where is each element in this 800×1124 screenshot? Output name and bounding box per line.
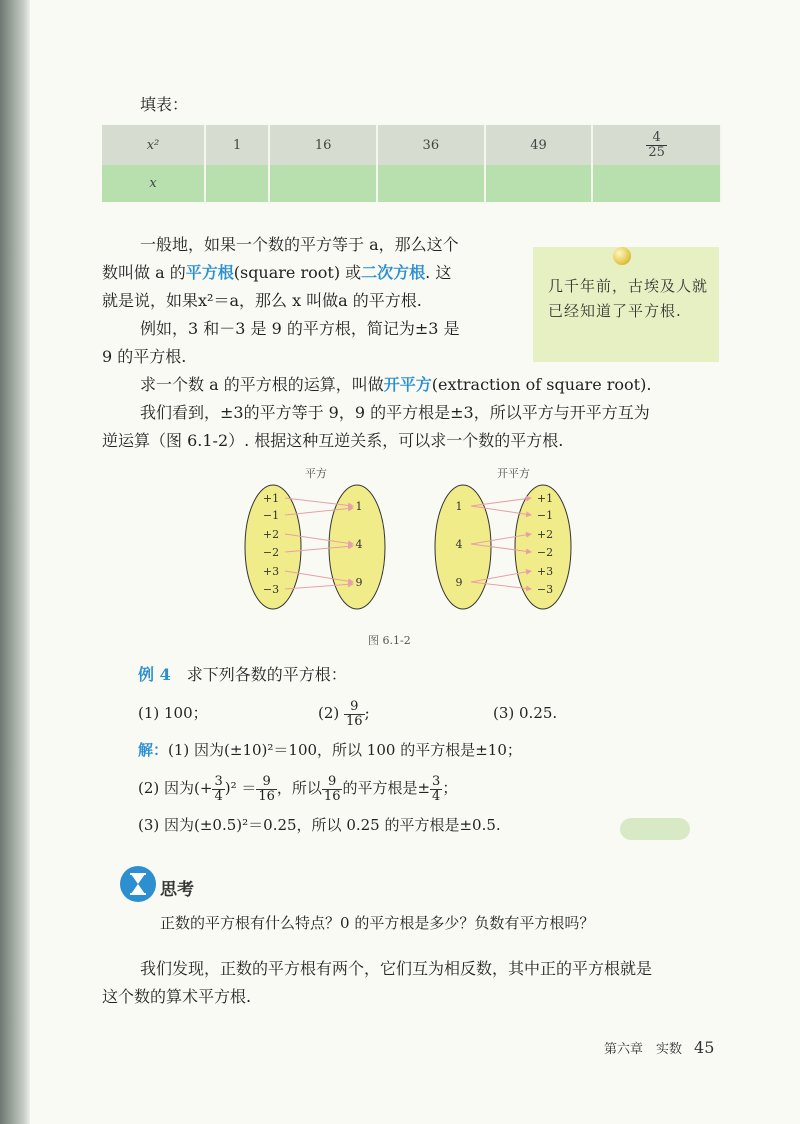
fraction-numerator: 3 — [432, 773, 441, 789]
text: )² ＝ — [224, 779, 257, 797]
conclusion-line-1: 我们发现，正数的平方根有两个，它们互为相反数，其中正的平方根就是 — [140, 959, 653, 978]
fraction — [646, 131, 667, 160]
para1-line4: 例如，3 和－3 是 9 的平方根，简记为±3 是 — [140, 319, 460, 338]
table-head-x: x — [102, 165, 205, 202]
table-cell: 1 — [205, 125, 269, 165]
signed-value: −1 — [536, 509, 554, 522]
fraction — [256, 775, 277, 804]
table-cell: 49 — [485, 125, 593, 165]
page-number: 45 — [694, 1038, 715, 1057]
fraction-denominator: 16 — [258, 788, 275, 804]
fraction-numerator: 9 — [344, 700, 365, 715]
table-intro: 填表： — [140, 95, 189, 114]
example-title: 求下列各数的平方根： — [186, 665, 347, 684]
side-note-text: 几千年前，古埃及人就已经知道了平方根. — [548, 277, 709, 320]
text: (square root) 或 — [233, 263, 362, 282]
example-item-1: (1) 100； — [138, 704, 208, 722]
table-row-squares — [102, 125, 721, 165]
text: ，所以 — [276, 779, 322, 797]
table-cell-empty[interactable] — [485, 165, 593, 202]
fill-table — [102, 125, 722, 202]
figure-caption: 图 6.1-2 — [368, 634, 411, 647]
table-cell: 16 — [269, 125, 377, 165]
think-label: 思考 — [160, 880, 194, 900]
para1-line1: 一般地，如果一个数的平方等于 a，那么这个 — [140, 235, 459, 254]
table-cell-fraction — [592, 125, 721, 165]
solution-line-2 — [138, 768, 457, 808]
text: (2) 因为(+ — [138, 779, 213, 797]
signed-value: −3 — [262, 583, 280, 596]
solution-line-3: (3) 因为(±0.5)²＝0.25，所以 0.25 的平方根是±0.5. — [138, 816, 501, 834]
table-cell-empty[interactable] — [592, 165, 721, 202]
text: (extraction of square root). — [431, 375, 652, 394]
fraction-numerator: 9 — [256, 775, 277, 790]
fraction-numerator: 9 — [322, 775, 343, 790]
text: . 这 — [425, 263, 452, 282]
conclusion-line-2: 这个数的算术平方根. — [102, 987, 252, 1006]
chapter-title: 第六章 实数 — [604, 1042, 683, 1057]
text: 数叫做 a 的 — [102, 263, 186, 282]
signed-value: +3 — [262, 565, 280, 578]
table-cell-empty[interactable] — [377, 165, 485, 202]
signed-value: −2 — [536, 546, 554, 559]
text: (1) 因为(±10)²＝100，所以 100 的平方根是±10； — [168, 741, 522, 759]
text: ; — [364, 704, 370, 722]
text: (2) — [318, 704, 340, 722]
fraction — [212, 775, 224, 804]
table-cell-empty[interactable] — [269, 165, 377, 202]
text: 求一个数 a 的平方根的运算，叫做 — [140, 375, 384, 394]
square-value: 4 — [455, 538, 463, 551]
square-value: 9 — [455, 576, 463, 589]
fraction — [344, 700, 365, 729]
example-item-3: (3) 0.25. — [493, 704, 558, 722]
fraction-denominator: 4 — [432, 788, 441, 804]
think-icon — [120, 866, 156, 902]
table-cell-empty[interactable] — [205, 165, 269, 202]
fraction-numerator: 3 — [214, 773, 223, 789]
square-value: 4 — [355, 538, 363, 551]
signed-value: +3 — [536, 565, 554, 578]
signed-value: −3 — [536, 583, 554, 596]
page-footer — [604, 1038, 714, 1057]
example-label: 例 4 — [138, 665, 171, 684]
fraction-numerator: 4 — [646, 131, 667, 146]
signed-value: −2 — [262, 546, 280, 559]
signed-value: −1 — [262, 509, 280, 522]
para3-line2: 逆运算（图 6.1-2）. 根据这种互逆关系，可以求一个数的平方根. — [102, 431, 564, 450]
signed-value: +1 — [536, 492, 554, 505]
example-item-2 — [318, 693, 370, 733]
para1-line3: 就是说，如果x²＝a，那么 x 叫做a 的平方根. — [102, 291, 422, 310]
fraction-denominator: 4 — [214, 788, 223, 804]
text: ； — [442, 779, 458, 797]
table-cell: 36 — [377, 125, 485, 165]
signed-value: +1 — [262, 492, 280, 505]
signed-value: +2 — [536, 528, 554, 541]
para3-line1: 我们看到，±3的平方等于 9，9 的平方根是±3，所以平方与开平方互为 — [140, 403, 650, 422]
text: 的平方根是± — [342, 779, 431, 797]
fraction-denominator: 25 — [648, 144, 665, 160]
solution-label: 解： — [138, 741, 169, 759]
pin-icon — [613, 247, 631, 265]
bleed-through-mark — [620, 818, 690, 840]
para2 — [140, 375, 651, 395]
figure-left-title: 平方 — [305, 467, 327, 480]
example-heading — [138, 665, 347, 685]
square-value: 1 — [455, 500, 463, 513]
fraction-denominator: 16 — [346, 713, 363, 729]
fraction — [322, 775, 343, 804]
fraction — [430, 775, 442, 804]
para1-line2 — [102, 263, 451, 283]
hourglass-icon — [120, 866, 156, 902]
term-extraction: 开平方 — [383, 375, 432, 394]
para1-line5: 9 的平方根. — [102, 347, 187, 366]
table-head-x-squared: x² — [102, 125, 205, 165]
fraction-denominator: 16 — [323, 788, 341, 804]
solution-line-1 — [138, 740, 522, 760]
ellipse-squares-right — [435, 485, 491, 609]
table-row-x — [102, 165, 721, 202]
square-value: 1 — [355, 500, 363, 513]
signed-value: +2 — [262, 528, 280, 541]
think-question: 正数的平方根有什么特点？0 的平方根是多少？负数有平方根吗？ — [160, 914, 595, 932]
figure-right-title: 开平方 — [497, 467, 530, 480]
term-square-root: 平方根 — [185, 263, 234, 282]
square-value: 9 — [355, 576, 363, 589]
book-spine-shadow — [0, 0, 30, 1124]
term-second-root: 二次方根 — [361, 263, 426, 282]
figure-square-diagram — [235, 462, 585, 622]
